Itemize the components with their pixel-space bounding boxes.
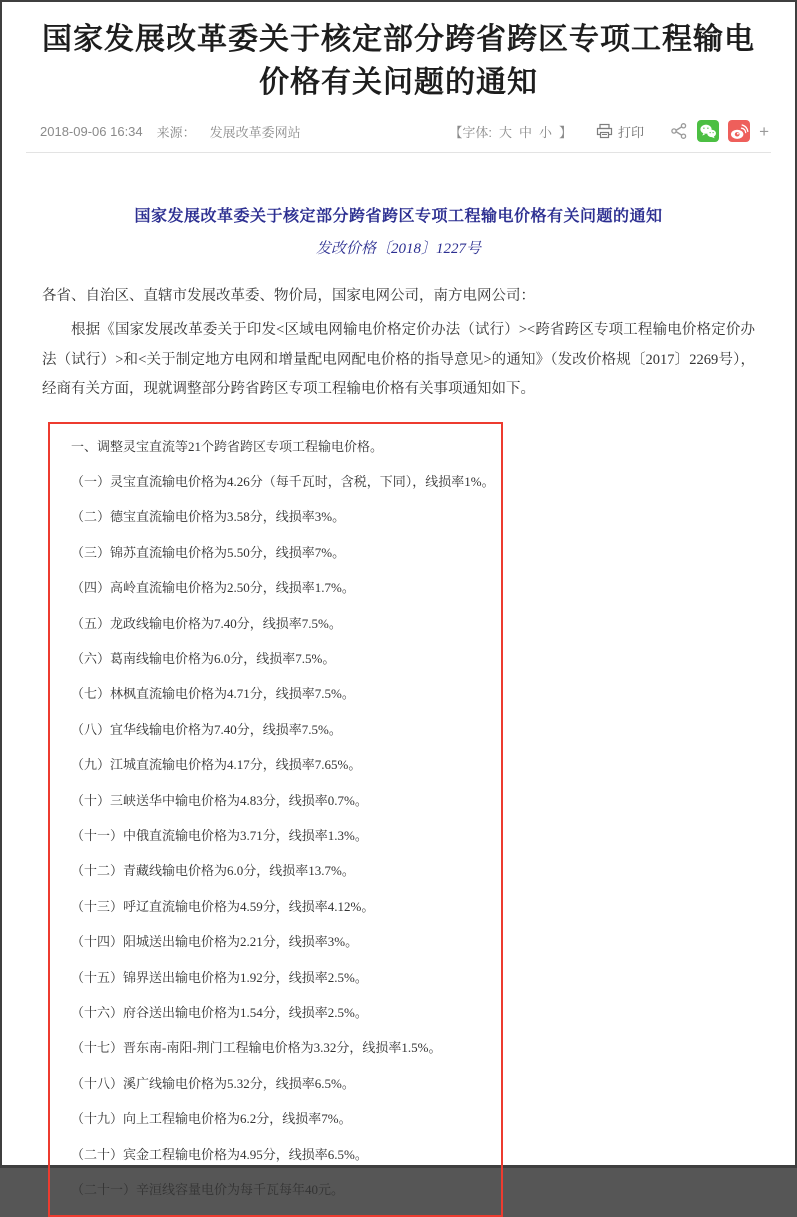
salutation-line: 各省、自治区、直辖市发展改革委、物价局，国家电网公司，南方电网公司： xyxy=(42,285,755,307)
font-size-small[interactable]: 小 xyxy=(539,122,552,141)
more-share-button[interactable] xyxy=(759,123,769,140)
plus-icon: + xyxy=(759,122,769,141)
price-item: （十四）阳城送出输电价格为2.21分，线损率3%。 xyxy=(71,924,495,959)
header-divider xyxy=(26,152,771,153)
price-item: （六）葛南线输电价格为6.0分，线损率7.5%。 xyxy=(71,641,495,676)
price-item: （十七）晋东南-南阳-荆门工程输电价格为3.32分，线损率1.5%。 xyxy=(71,1030,495,1065)
price-item: （七）林枫直流输电价格为4.71分，线损率7.5%。 xyxy=(71,676,495,711)
share-toolbar xyxy=(670,120,769,142)
price-item: （八）宜华线输电价格为7.40分，线损率7.5%。 xyxy=(71,712,495,747)
highlighted-price-list xyxy=(48,422,503,1217)
publish-datetime: 2018-09-06 16:34 xyxy=(40,124,143,139)
wechat-icon xyxy=(699,123,717,139)
font-size-control xyxy=(449,122,572,141)
intro-paragraph: 根据《国家发展改革委关于印发<区域电网输电价格定价办法（试行）><跨省跨区专项工程输电价格定价办法（试行）>和<关于制定地方电网和增量配电网配电价格的指导意见>的通知》（发改价格规〔2017〕2269号），经商有关方面，现就调整部分跨省跨区专项工程输电价格有关事项通知如下。 xyxy=(42,316,755,405)
price-item: （十二）青藏线输电价格为6.0分，线损率13.7%。 xyxy=(71,853,495,888)
price-item: （三）锦苏直流输电价格为5.50分，线损率7%。 xyxy=(71,535,495,570)
print-label: 打印 xyxy=(618,122,644,141)
source-name: 发展改革委网站 xyxy=(210,122,301,141)
price-item: （十一）中俄直流输电价格为3.71分，线损率1.3%。 xyxy=(71,818,495,853)
print-button[interactable] xyxy=(596,122,644,141)
printer-icon xyxy=(596,123,613,139)
weibo-share-button[interactable] xyxy=(728,120,750,142)
price-item: （二十）宾金工程输电价格为4.95分，线损率6.5%。 xyxy=(71,1137,495,1172)
source-label: 来源： xyxy=(157,122,196,141)
price-item: （二十一）辛洹线容量电价为每千瓦每年40元。 xyxy=(71,1172,495,1207)
page-headline: 国家发展改革委关于核定部分跨省跨区专项工程输电价格有关问题的通知 xyxy=(38,18,759,104)
font-size-medium[interactable]: 中 xyxy=(519,122,532,141)
price-item: （十八）溪广线输电价格为5.32分，线损率6.5%。 xyxy=(71,1066,495,1101)
price-item: （一）灵宝直流输电价格为4.26分（每千瓦时，含税，下同），线损率1%。 xyxy=(71,464,495,499)
price-item: 一、调整灵宝直流等21个跨省跨区专项工程输电价格。 xyxy=(71,429,495,464)
weibo-icon xyxy=(730,123,748,140)
price-item: （十三）呼辽直流输电价格为4.59分，线损率4.12%。 xyxy=(71,889,495,924)
price-item: （四）高岭直流输电价格为2.50分，线损率1.7%。 xyxy=(71,570,495,605)
font-size-open-bracket: 【字体: xyxy=(449,122,492,141)
meta-tools xyxy=(449,120,769,142)
price-item: （二）德宝直流输电价格为3.58分，线损率3%。 xyxy=(71,499,495,534)
price-item: （十）三峡送华中输电价格为4.83分，线损率0.7%。 xyxy=(71,783,495,818)
meta-bar xyxy=(40,120,769,142)
price-item: （十九）向上工程输电价格为6.2分，线损率7%。 xyxy=(71,1101,495,1136)
share-nodes-icon[interactable] xyxy=(670,122,688,140)
price-item: （九）江城直流输电价格为4.17分，线损率7.65%。 xyxy=(71,747,495,782)
meta-info xyxy=(40,122,301,141)
price-item: （五）龙政线输电价格为7.40分，线损率7.5%。 xyxy=(71,606,495,641)
price-item: （十六）府谷送出输电价格为1.54分，线损率2.5%。 xyxy=(71,995,495,1030)
font-size-close-bracket: 】 xyxy=(559,122,572,141)
document-title: 国家发展改革委关于核定部分跨省跨区专项工程输电价格有关问题的通知 xyxy=(42,203,755,226)
wechat-share-button[interactable] xyxy=(697,120,719,142)
article-body xyxy=(2,203,795,1217)
document-number: 发改价格〔2018〕1227号 xyxy=(42,237,755,258)
font-size-large[interactable]: 大 xyxy=(499,122,512,141)
price-item: （十五）锦界送出输电价格为1.92分，线损率2.5%。 xyxy=(71,960,495,995)
